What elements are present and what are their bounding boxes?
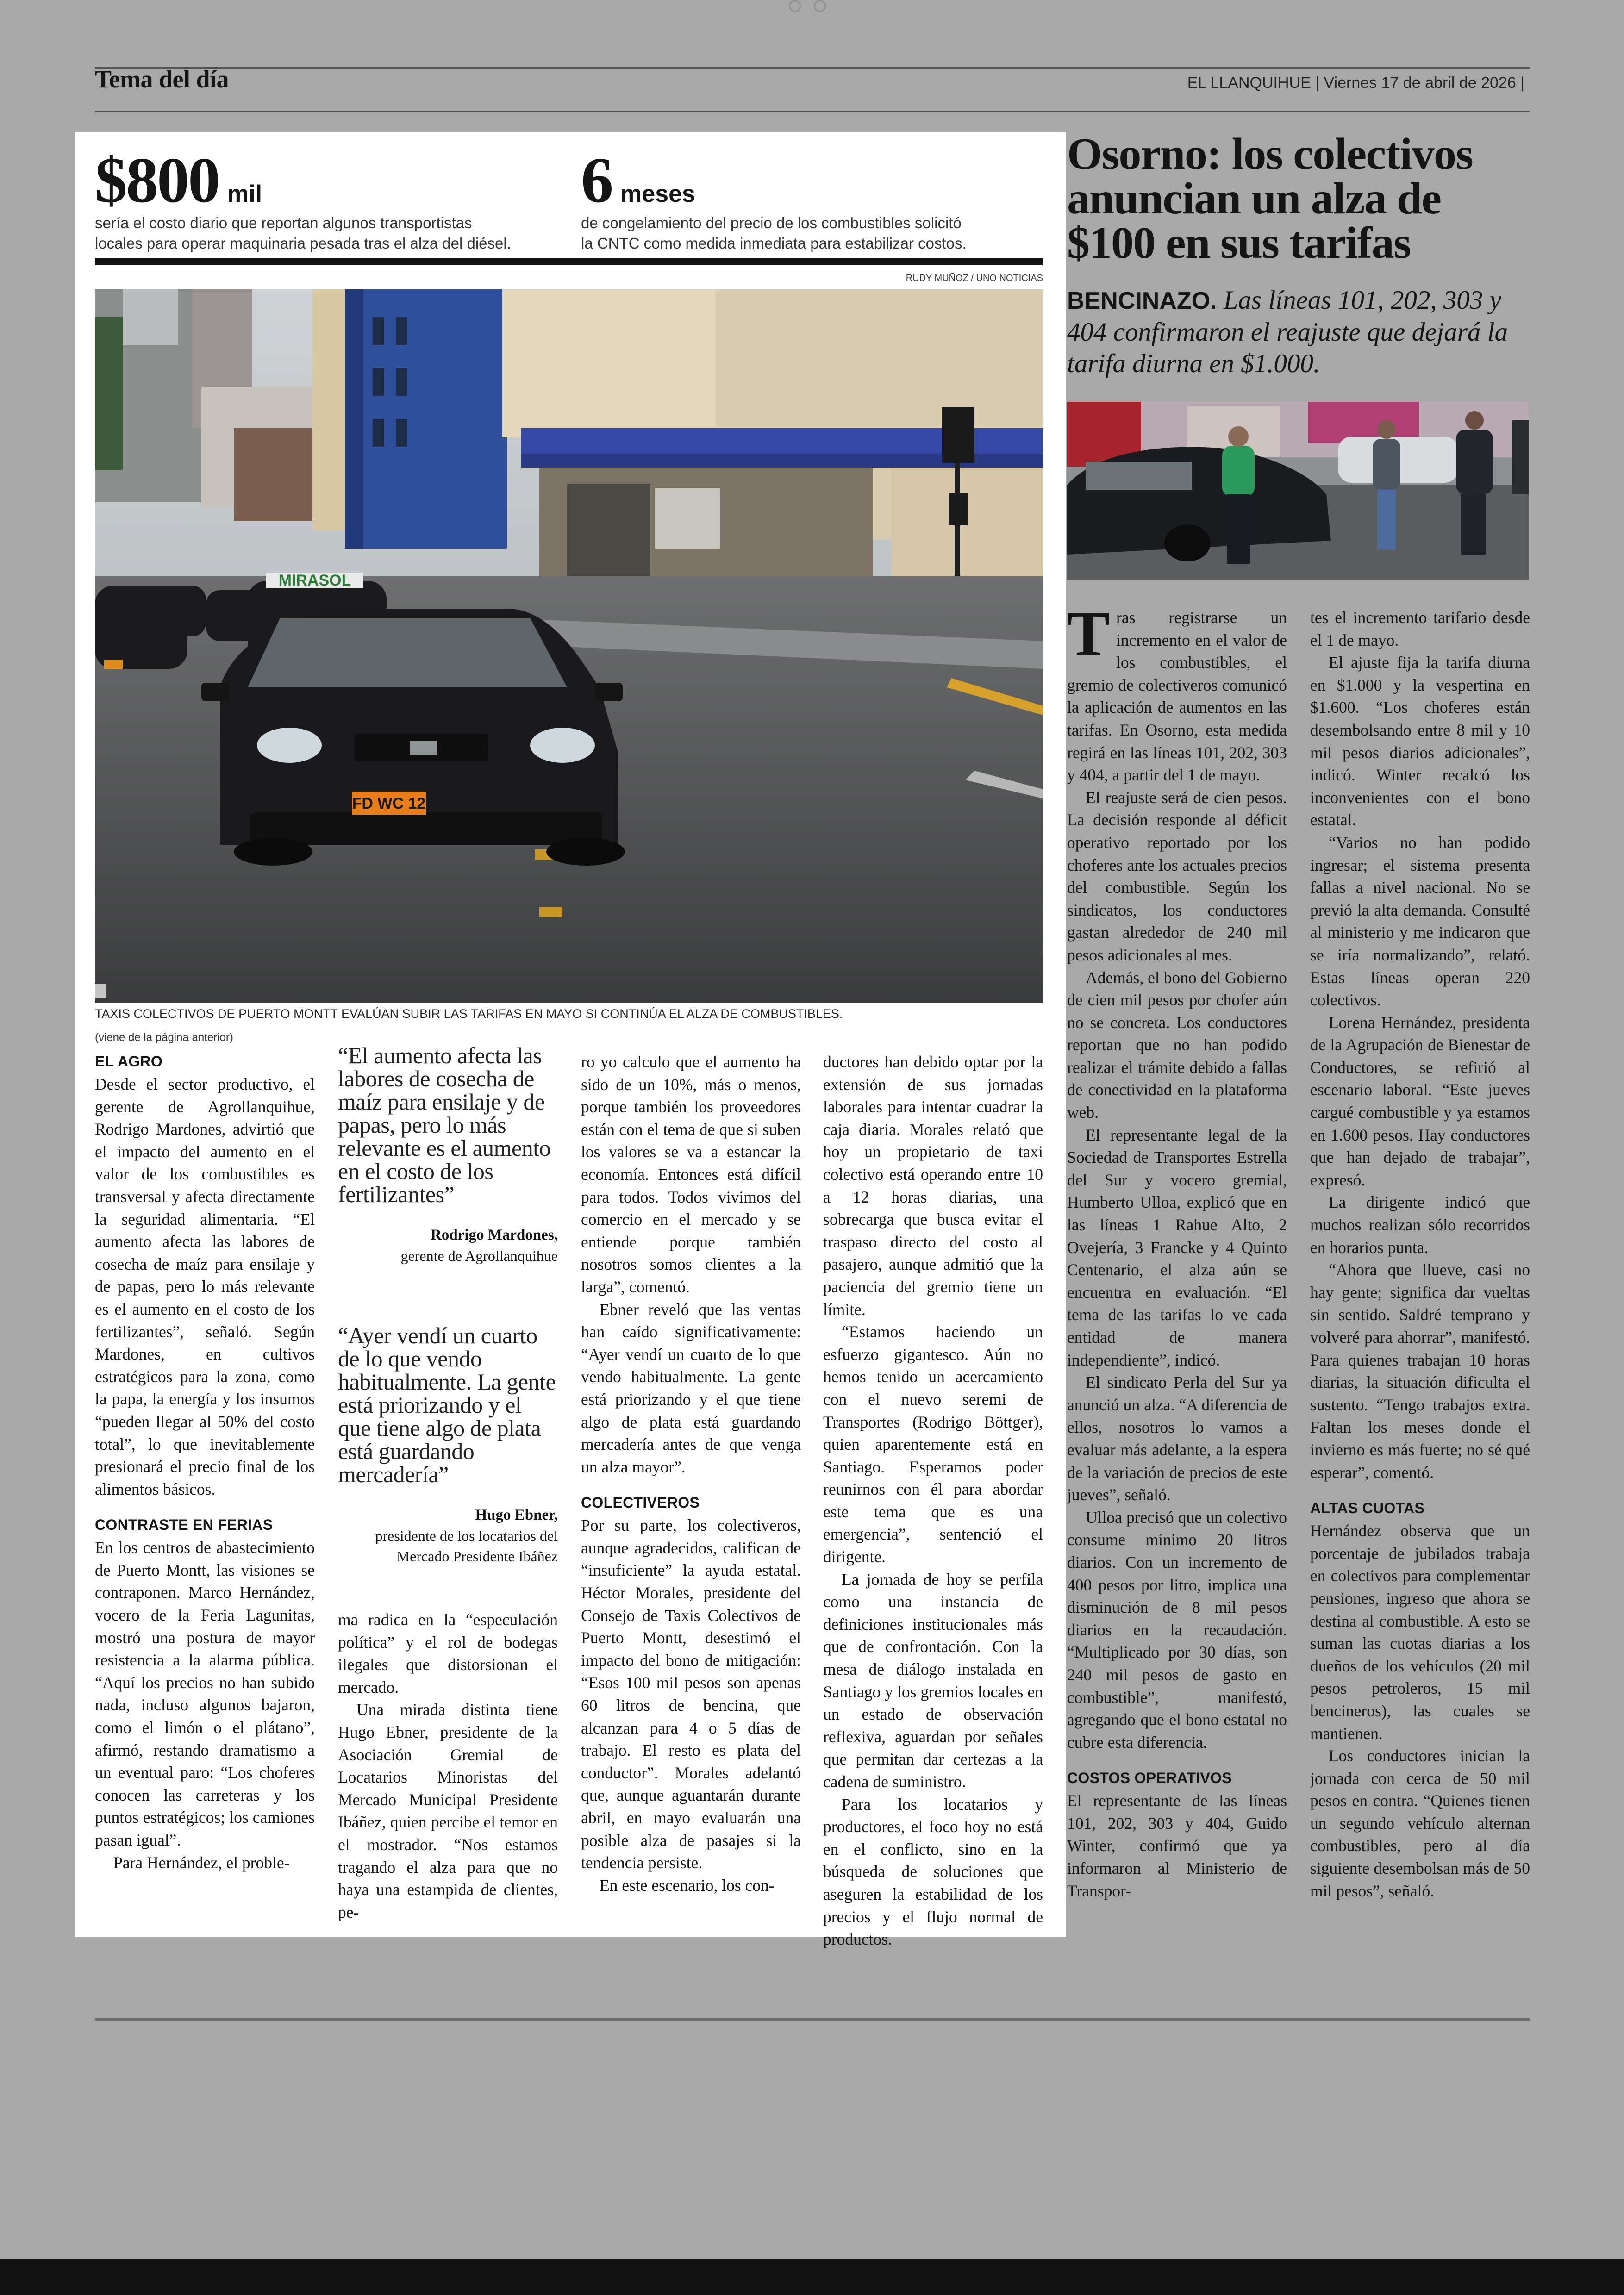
article-column-1 (95, 1051, 315, 1874)
paragraph: ro yo calculo que el aumento ha sido de un 10%, más o menos, porque también los proveedores están con el tema de que si suben los valores se va a estancar la economía. Entonces está difícil para todos. Todos vivimos del comercio en el mercado y se entiende porque también nosotros somos clientes a la larga”, comentó. (581, 1053, 801, 1296)
paragraph: ductores han debido optar por la extensión de sus jornadas laborales para intentar cuadrar la caja diaria. Morales relató que hoy un propietario de taxi colectivo está operando entre 10 a 12 horas diarias, una sobrecarga que busca evitar el traspaso directo del costo al pasajero, aunque admitió que la paciencia del gremio tiene un límite. (823, 1053, 1043, 1319)
stat-box-2 (581, 144, 1044, 254)
taxi-roof-sign: MIRASOL (278, 572, 351, 589)
stat-desc-line: de congelamiento del precio de los combustibles solicitó (581, 214, 962, 231)
section-heading: EL AGRO (95, 1053, 163, 1070)
license-plate: FD WC 12 (352, 795, 426, 812)
quote-text: “Ayer vendí un cuarto de lo que vendo habitualmente. La gente está priorizando y el que tiene algo de plata está guardando mercadería” (338, 1322, 556, 1487)
page-nav-dots[interactable] (782, 0, 842, 13)
right-deck (1067, 285, 1530, 380)
deck-label: BENCINAZO. (1067, 287, 1217, 314)
stat-desc-line: locales para operar maquinaria pesada tras el alza del diésel. (95, 235, 511, 252)
right-photo (1067, 402, 1529, 580)
paragraph: “Ahora que llueve, casi no hay gente; significa dar vueltas sin sentido. Saldré temprano y volveré para ahorrar”, manifestó. Para quienes trabajan 10 horas diarias, la situación dificulta el sustento. “Tengo trabajos extra. Faltan los meses donde el invierno es más fuerte; no sé qué esperar”, comentó. (1310, 1260, 1530, 1482)
paragraph: El representante de las líneas 101, 202, 303 y 404, Guido Winter, confirmó que ya informaron al Ministerio de Transpor- (1067, 1791, 1287, 1900)
header-top-rule (95, 67, 1530, 69)
quote-author-role: gerente de Agrollanquihue (400, 1247, 558, 1264)
right-column-2 (1310, 606, 1530, 1902)
stat-desc-line: la CNTC como medida inmediata para estabilizar costos. (581, 235, 967, 252)
paragraph: En este escenario, los con- (600, 1876, 775, 1895)
quote-text: “El aumento afecta las labores de cosecha de maíz para ensilaje y de papas, pero lo más relevante es el aumento en el costo de los fertilizantes” (338, 1042, 551, 1207)
quote-author: Hugo Ebner, (475, 1507, 558, 1523)
paragraph: Lorena Hernández, presidenta de la Agrupación de Bienestar de Conductores, se refirió al escenario laboral. “Este jueves cargué combustible y ya estamos en 1.600 pesos. Hay conductores que han dejado de trabajar”, expresó. (1310, 1013, 1530, 1189)
article-column-4 (823, 1051, 1043, 1951)
deck-text: Las líneas 101, 202, 303 y 404 confirmaron el reajuste que dejará la tarifa diurna en $1.000. (1067, 286, 1508, 378)
stat-unit: meses (620, 181, 695, 207)
section-heading: COLECTIVEROS (581, 1494, 700, 1511)
paragraph: Para los locatarios y productores, el foco hoy no está en el conflicto, sino en la búsqueda de soluciones que aseguren la estabilidad de los precios y el flujo normal de productos. (823, 1795, 1043, 1949)
paragraph: La jornada de hoy se perfila como una instancia de definiciones institucionales más que de confrontación. Con la mesa de diálogo instalada en Santiago y los gremios locales en un estado de observación reflexiva, aguardan por señales que permitan dar certezas a la cadena de suministro. (823, 1570, 1043, 1791)
section-heading: ALTAS CUOTAS (1310, 1500, 1425, 1517)
paragraph: El reajuste será de cien pesos. La decisión responde al déficit operativo reportado por los choferes ante los actuales precios del combustible. Según los sindicatos, los conductores gastan alrededor de 240 mil pesos adicionales al mes. (1067, 788, 1287, 964)
paragraph: Una mirada distinta tiene Hugo Ebner, presidente de la Asociación Gremial de Locatarios Minoristas del Mercado Municipal Presidente Ibáñez, quien percibe el temor en el mostrador. “Nos estamos tragando el alza para que no haya una estampida de clientes, pe- (338, 1700, 558, 1921)
paragraph: Hernández observa que un porcentaje de jubilados trabaja en colectivos para complementar pensiones, ingreso que ahora se destina al combustible. A esto se suman las cuotas diarias a los dueños de los vehículos (20 mil pesos petroleros, 15 mil bencineros), las cuales se mantienen. (1310, 1522, 1530, 1743)
paragraph: El representante legal de la Sociedad de Transportes Estrella del Sur y vocero gremial, Humberto Ulloa, explicó que en las líneas 1 Rahue Alto, 2 Ovejería, 3 Francke y 4 Quinto Centenario, el alza aún se encuentra en evaluación. “El tema de las tarifas lo ve cada entidad de manera independiente”, indicó. (1067, 1125, 1287, 1369)
pull-quote-1 (338, 1044, 558, 1266)
quote-author-role: presidente de los locatarios del Mercado Presidente Ibáñez (375, 1528, 558, 1565)
stat-desc-line: sería el costo diario que reportan algunos transportistas (95, 214, 472, 231)
paragraph: Ulloa precisó que un colectivo consume mínimo 20 litros diarios. Con un incremento de 400 pesos por litro, implica una disminución de 8 mil pesos diarios en la recaudación. “Multiplicado por 30 días, son 240 mil pesos de gasto en combustible”, manifestó, agregando que el bono estatal no cubre esta diferencia. (1067, 1508, 1287, 1752)
paragraph: Además, el bono del Gobierno de cien mil pesos por chofer aún no se concreta. Los conductores reportan que no han podido realizar el trámite debido a fallas de conectividad en la plataforma web. (1067, 968, 1287, 1122)
stat-number: $800 (95, 144, 219, 216)
paragraph: El sindicato Perla del Sur ya anunció un alza. “A diferencia de ellos, nosotros lo vamos a evaluar más adelante, a la espera de la variación de precios de este jueves”, señaló. (1067, 1373, 1287, 1504)
header-bottom-rule (95, 111, 1530, 112)
masthead: EL LLANQUIHUE | Viernes 17 de abril de 2026 | (1187, 74, 1524, 92)
paragraph: En los centros de abastecimiento de Puerto Montt, las visiones se contraponen. Marco Hernández, vocero de la Feria Lagunitas, mostró una postura de mayor resistencia a la alarma pública. “Aquí los precios no han subido nada, incluso algunos bajaron, como el limón o el plátano”, afirmó, restando dramatismo a un eventual paro: “Los choferes conocen las carreteras y los puntos estratégicos; los camiones pasan igual”. (95, 1538, 315, 1849)
right-column-1 (1067, 598, 1287, 1902)
section-heading: CONTRASTE EN FERIAS (95, 1516, 273, 1534)
photo-credit: RUDY MUÑOZ / UNO NOTICIAS (906, 273, 1043, 283)
dropcap: T (1067, 598, 1110, 669)
stats-divider-bar (95, 258, 1043, 265)
footer-rule (95, 2018, 1530, 2021)
stat-unit: mil (227, 181, 262, 207)
continued-note: (viene de la página anterior) (95, 1031, 233, 1044)
paragraph: Para Hernández, el proble- (113, 1853, 290, 1872)
paragraph: “Varios no han podido ingresar; el sistema presenta fallas a nivel nacional. No se previó la alta demanda. Consulté al ministerio y me indicaron que se iría normalizando”, relató. Estas líneas operan 220 colectivos. (1310, 833, 1530, 1010)
main-photo (95, 289, 1043, 1003)
article-column-2 (338, 1609, 558, 1923)
paragraph: ras registrarse un incremento en el valor de los combustibles, el gremio de colectiveros comunicó la aplicación de aumentos en las tarifas. En Osorno, esta medida regirá en las líneas 101, 202, 303 y 404, a partir del 1 de mayo. (1067, 608, 1287, 785)
page-dot[interactable] (814, 0, 826, 12)
section-heading: COSTOS OPERATIVOS (1067, 1770, 1232, 1787)
paragraph: tes el incremento tarifario desde el 1 de mayo. (1310, 608, 1530, 649)
paragraph: Los conductores inician la jornada con cerca de 50 mil pesos en contra. “Quienes tienen un segundo vehículo alternan combustibles, pero al día siguiente desembolsan más de 50 mil pesos”, señaló. (1310, 1746, 1530, 1900)
paragraph: Por su parte, los colectiveros, aunque agradecidos, califican de “insuficiente” la ayuda estatal. Héctor Morales, presidente del Consejo de Taxis Colectivos de Puerto Montt, desestimó el impacto del bono de mitigación: “Esos 100 mil pesos son apenas 60 litros de bencina, que alcanzan para 4 o 5 días de trabajo. El resto es plata del conductor”. Morales adelantó que, aunque aguantarán durante abril, en mayo evaluarán una posible alza de pasajes si la tendencia persiste. (581, 1516, 801, 1872)
pull-quote-2 (338, 1324, 558, 1566)
page-dot[interactable] (789, 0, 801, 12)
stat-box-1 (95, 144, 558, 254)
paragraph: “Estamos haciendo un esfuerzo gigantesco. Aún no hemos tenido un acercamiento con el nuevo seremi de Transportes (Rodrigo Böttger), quien aparentemente está en Santiago. Esperamos poder reunirnos con él para abordar este tema que es una emergencia”, sentenció el dirigente. (823, 1322, 1043, 1566)
paragraph: Ebner reveló que las ventas han caído significativamente: “Ayer vendí un cuarto de lo que vendo habitualmente. La gente está priorizando y el que tiene algo de plata está guardando mercadería antes de que venga un alza mayor”. (581, 1300, 801, 1476)
viewer-bottom-bar (0, 2259, 1624, 2295)
right-headline: Osorno: los colectivos anuncian un alza de $100 en sus tarifas (1067, 129, 1473, 268)
article-column-3 (581, 1051, 801, 1896)
paragraph: Desde el sector productivo, el gerente de Agrollanquihue, Rodrigo Mardones, advirtió que el impacto del aumento en el valor de los combustibles es transversal y afecta directamente la seguridad alimentaria. “El aumento afecta las labores de cosecha de maíz para ensilaje y de papas, pero lo más relevante es el aumento en el costo de los fertilizantes”, señaló. Según Mardones, en cultivos estratégicos para la zona, como la papa, la energía y los insumos “pueden llegar al 50% del costo total”, lo que inevitablemente presionará el precio final de los alimentos básicos. (95, 1075, 315, 1498)
stat-number: 6 (581, 144, 612, 216)
quote-author: Rodrigo Mardones, (431, 1227, 558, 1243)
section-title: Tema del día (95, 65, 229, 93)
paragraph: La dirigente indicó que muchos realizan sólo recorridos en horarios punta. (1310, 1193, 1530, 1257)
paragraph: El ajuste fija la tarifa diurna en $1.000 y la vespertina en $1.600. “Los choferes están desembolsando entre 8 mil y 10 mil pesos diarios adicionales”, indicó. Winter recalcó los inconvenientes con el bono estatal. (1310, 653, 1530, 829)
photo-caption: TAXIS COLECTIVOS DE PUERTO MONTT EVALÚAN SUBIR LAS TARIFAS EN MAYO SI CONTINÚA EL ALZA DE COMBUSTIBLES. (95, 1007, 843, 1021)
paragraph: ma radica en la “especulación política” y el rol de bodegas ilegales que distorsionan el mercado. (338, 1610, 558, 1696)
